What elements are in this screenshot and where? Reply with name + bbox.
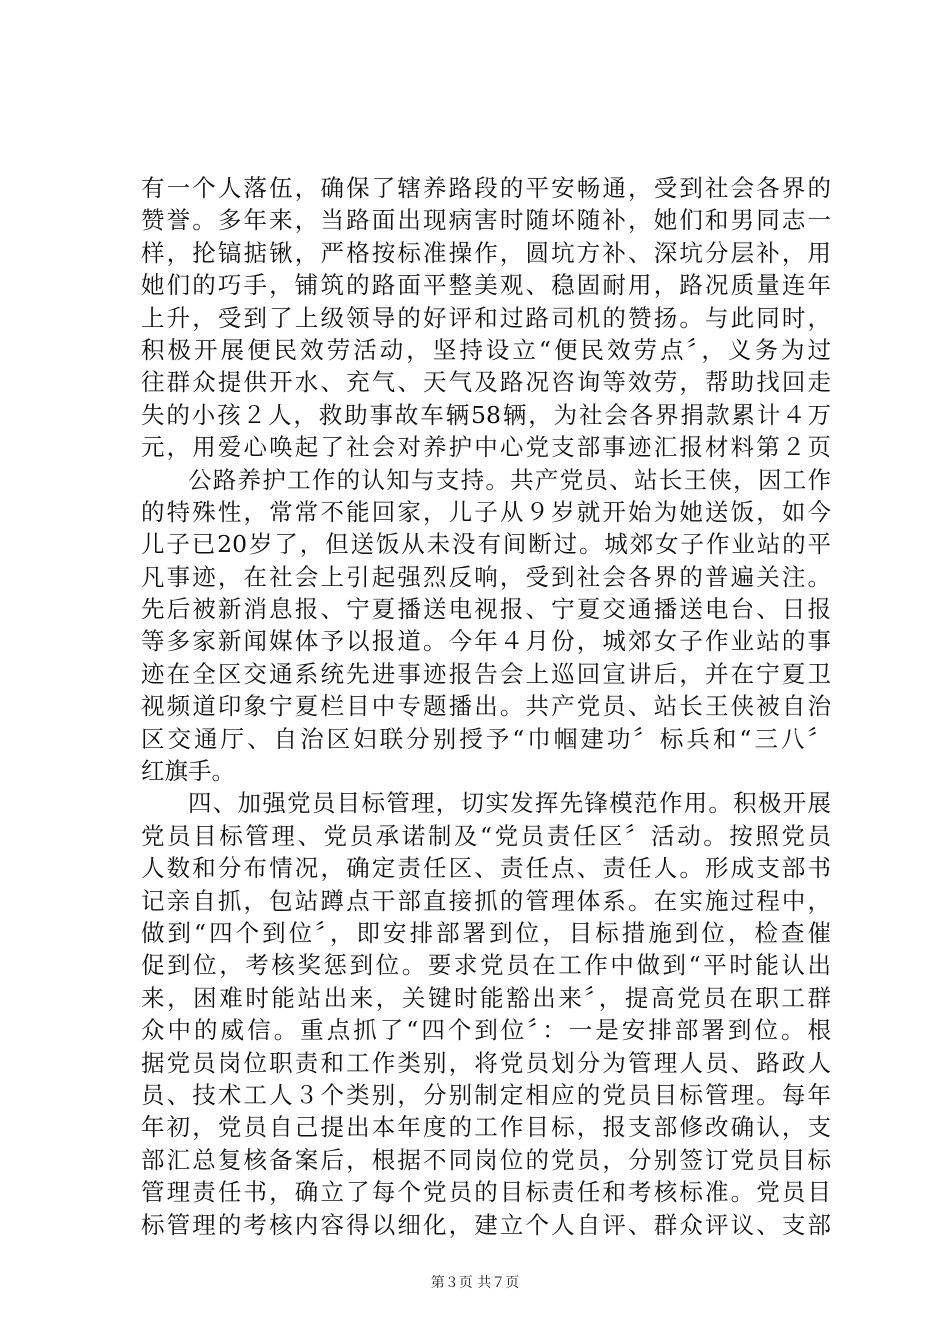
text-line: 记亲自抓，包站蹲点干部直接抓的管理体系。在实施过程中，	[141, 886, 831, 915]
text-line: 管理责任书，确立了每个党员的目标责任和考核标准。党员目	[141, 1178, 831, 1207]
text-line: 上升，受到了上级领导的好评和过路司机的赞扬。与此同时，	[141, 303, 831, 332]
text-line: 来，困难时能站出来，关键时能豁出来〞，提高党员在职工群	[141, 983, 831, 1012]
text-line: 区交通厅、自治区妇联分别授予“巾帼建功〞标兵和“三八〞	[141, 724, 831, 753]
paragraph-start-line: 四、加强党员目标管理，切实发挥先锋模范作用。积极开展	[188, 789, 831, 818]
text-line: 样，抡镐掂锹，严格按标准操作，圆坑方补、深坑分层补，用	[141, 238, 831, 267]
page-number-label: 第３页 共７页	[430, 1275, 520, 1291]
text-line: 她们的巧手，铺筑的路面平整美观、稳固耐用，路况质量连年	[141, 271, 831, 300]
text-line: 员、技术工人３个类别，分别制定相应的党员目标管理。每年	[141, 1080, 831, 1109]
text-line: 元，用爱心唤起了社会对养护中心党支部事迹汇报材料第２页	[141, 433, 831, 462]
text-line: 做到“四个到位〞，即安排部署到位，目标措施到位，检查催	[141, 918, 831, 947]
text-line: 有一个人落伍，确保了辖养路段的平安畅通，受到社会各界的	[141, 174, 831, 202]
text-line: 据党员岗位职责和工作类别，将党员划分为管理人员、路政人	[141, 1048, 831, 1077]
text-line: 往群众提供开水、充气、天气及路况咨询等效劳，帮助找回走	[141, 368, 831, 397]
text-line: 促到位，考核奖惩到位。要求党员在工作中做到“平时能认出	[141, 951, 831, 980]
text-line: 的特殊性，常常不能回家，儿子从９岁就开始为她送饭，如今	[141, 497, 831, 526]
paragraph-start-line: 公路养护工作的认知与支持。共产党员、站长王侠，因工作	[188, 465, 831, 494]
body-text	[141, 172, 831, 1241]
text-line: 凡事迹，在社会上引起强烈反响，受到社会各界的普遍关注。	[141, 562, 831, 591]
text-line: 失的小孩２人，救助事故车辆58辆，为社会各界捐款累计４万	[141, 400, 831, 429]
text-line: 迹在全区交通系统先进事迹报告会上巡回宣讲后，并在宁夏卫	[141, 659, 831, 688]
text-line: 标管理的考核内容得以细化，建立个人自评、群众评议、支部	[141, 1210, 831, 1239]
text-line: 儿子已20岁了，但送饭从未没有间断过。城郊女子作业站的平	[141, 530, 831, 559]
text-line: 等多家新闻媒体予以报道。今年４月份，城郊女子作业站的事	[141, 627, 831, 656]
page-footer	[0, 1274, 950, 1292]
text-line: 视频道印象宁夏栏目中专题播出。共产党员、站长王侠被自治	[141, 692, 831, 721]
text-line: 部汇总复核备案后，根据不同岗位的党员，分别签订党员目标	[141, 1145, 831, 1174]
text-line: 党员目标管理、党员承诺制及“党员责任区〞活动。按照党员	[141, 821, 831, 850]
text-line: 先后被新消息报、宁夏播送电视报、宁夏交通播送电台、日报	[141, 595, 831, 624]
text-line: 众中的威信。重点抓了“四个到位〞：一是安排部署到位。根	[141, 1016, 831, 1045]
text-line: 赞誉。多年来，当路面出现病害时随坏随补，她们和男同志一	[141, 206, 831, 235]
text-line: 年初，党员自己提出本年度的工作目标，报支部修改确认，支	[141, 1113, 831, 1142]
text-line: 人数和分布情况，确定责任区、责任点、责任人。形成支部书	[141, 854, 831, 883]
paragraph-end-line: 红旗手。	[141, 757, 235, 786]
text-line: 积极开展便民效劳活动，坚持设立“便民效劳点〞，义务为过	[141, 335, 831, 364]
